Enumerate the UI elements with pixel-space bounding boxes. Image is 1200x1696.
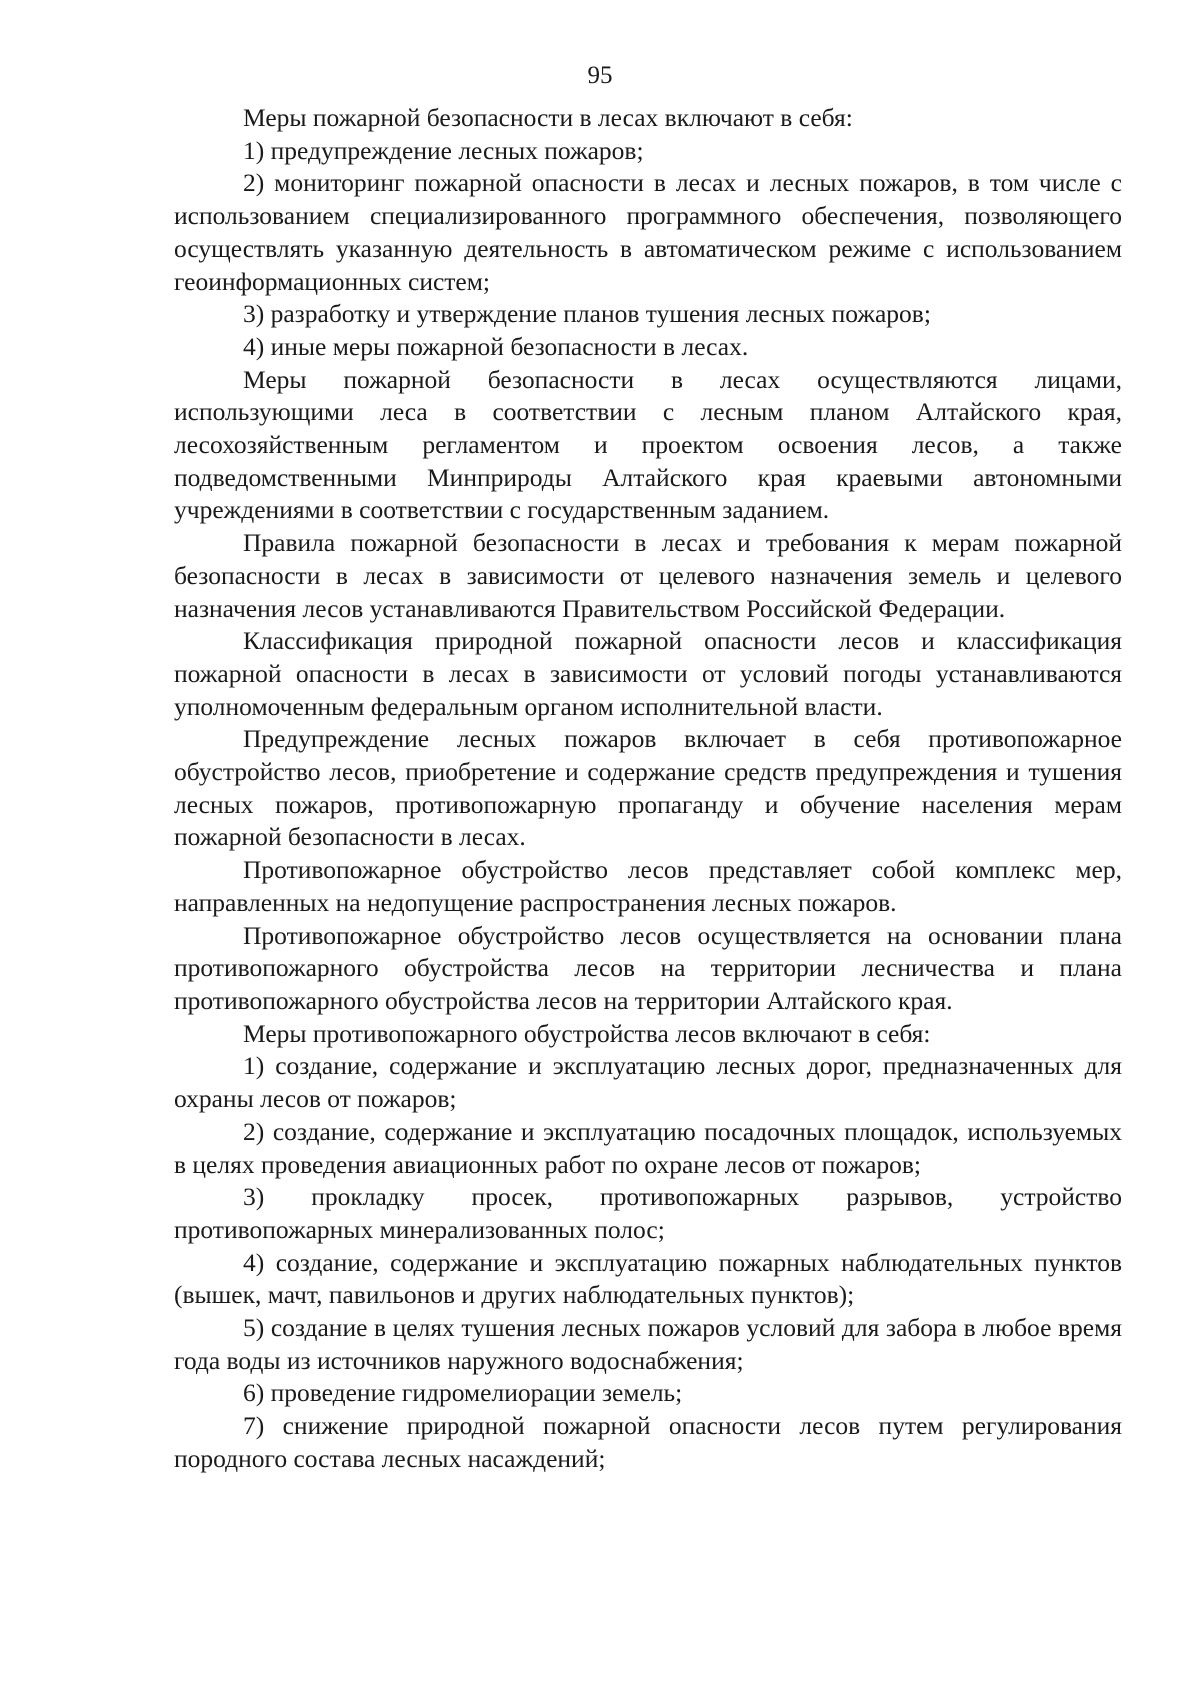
paragraph: Предупреждение лесных пожаров включает в себя противопожарное обустройство лесов, приобретение и содержание средств предупреждения и тушения лесных пожаров, противопожарную пропаганду и обучение населения мерам пожарной безопасности в лесах.: [174, 724, 1122, 852]
page-number: 95: [587, 62, 613, 89]
paragraph: Меры пожарной безопасности в лесах осуществляются лицами, использующими леса в соответствии с лесным планом Алтайского края, лесохозяйственным регламентом и проектом освоения лесов, а также подведомственными Минприроды Алтайского края краевыми автономными учреждениями в соответствии с государственным заданием.: [174, 364, 1122, 525]
list-item: 1) создание, содержание и эксплуатацию лесных дорог, предназначенных для охраны лесов от пожаров;: [174, 1051, 1122, 1114]
list-item: 4) иные меры пожарной безопасности в лесах.: [243, 331, 749, 361]
paragraph: Правила пожарной безопасности в лесах и требования к мерам пожарной безопасности в лесах в зависимости от целевого назначения земель и целевого назначения лесов устанавливаются Правительством Российской Федерации.: [174, 528, 1122, 623]
list-item: 5) создание в целях тушения лесных пожаров условий для забора в любое время года воды из источников наружного водоснабжения;: [174, 1313, 1122, 1375]
paragraph: Меры пожарной безопасности в лесах включают в себя:: [243, 103, 853, 132]
paragraph: Противопожарное обустройство лесов представляет собой комплекс мер, направленных на недопущение распространения лесных пожаров.: [174, 855, 1122, 917]
list-item: 2) мониторинг пожарной опасности в лесах и лесных пожаров, в том числе с использованием специализированного программного обеспечения, позволяющего осуществлять указанную деятельность в автоматическом режиме с использованием геоинформационных систем;: [174, 168, 1122, 296]
paragraph: Меры противопожарного обустройства лесов включают в себя:: [243, 1018, 931, 1048]
list-item: 1) предупреждение лесных пожаров;: [243, 135, 644, 165]
document-body: [174, 102, 1122, 1476]
paragraph: Классификация природной пожарной опасности лесов и классификация пожарной опасности в лесах в зависимости от условий погоды устанавливаются уполномоченным федеральным органом исполнительной власти.: [174, 626, 1122, 721]
paragraph: Противопожарное обустройство лесов осуществляется на основании плана противопожарного обустройства лесов на территории лесничества и плана противопожарного обустройства лесов на территории Алтайского края.: [174, 920, 1122, 1015]
list-item: 2) создание, содержание и эксплуатацию посадочных площадок, используемых в целях проведения авиационных работ по охране лесов от пожаров;: [174, 1116, 1122, 1179]
list-item: 4) создание, содержание и эксплуатацию пожарных наблюдательных пунктов (вышек, мачт, павильонов и других наблюдательных пунктов);: [174, 1247, 1122, 1310]
list-item: 3) прокладку просек, противопожарных разрывов, устройство противопожарных минерализованных полос;: [174, 1182, 1122, 1244]
list-item: 7) снижение природной пожарной опасности лесов путем регулирования породного состава лесных насаждений;: [174, 1411, 1122, 1473]
list-item: 3) разработку и утверждение планов тушения лесных пожаров;: [243, 299, 931, 329]
list-item: 6) проведение гидромелиорации земель;: [243, 1378, 683, 1408]
